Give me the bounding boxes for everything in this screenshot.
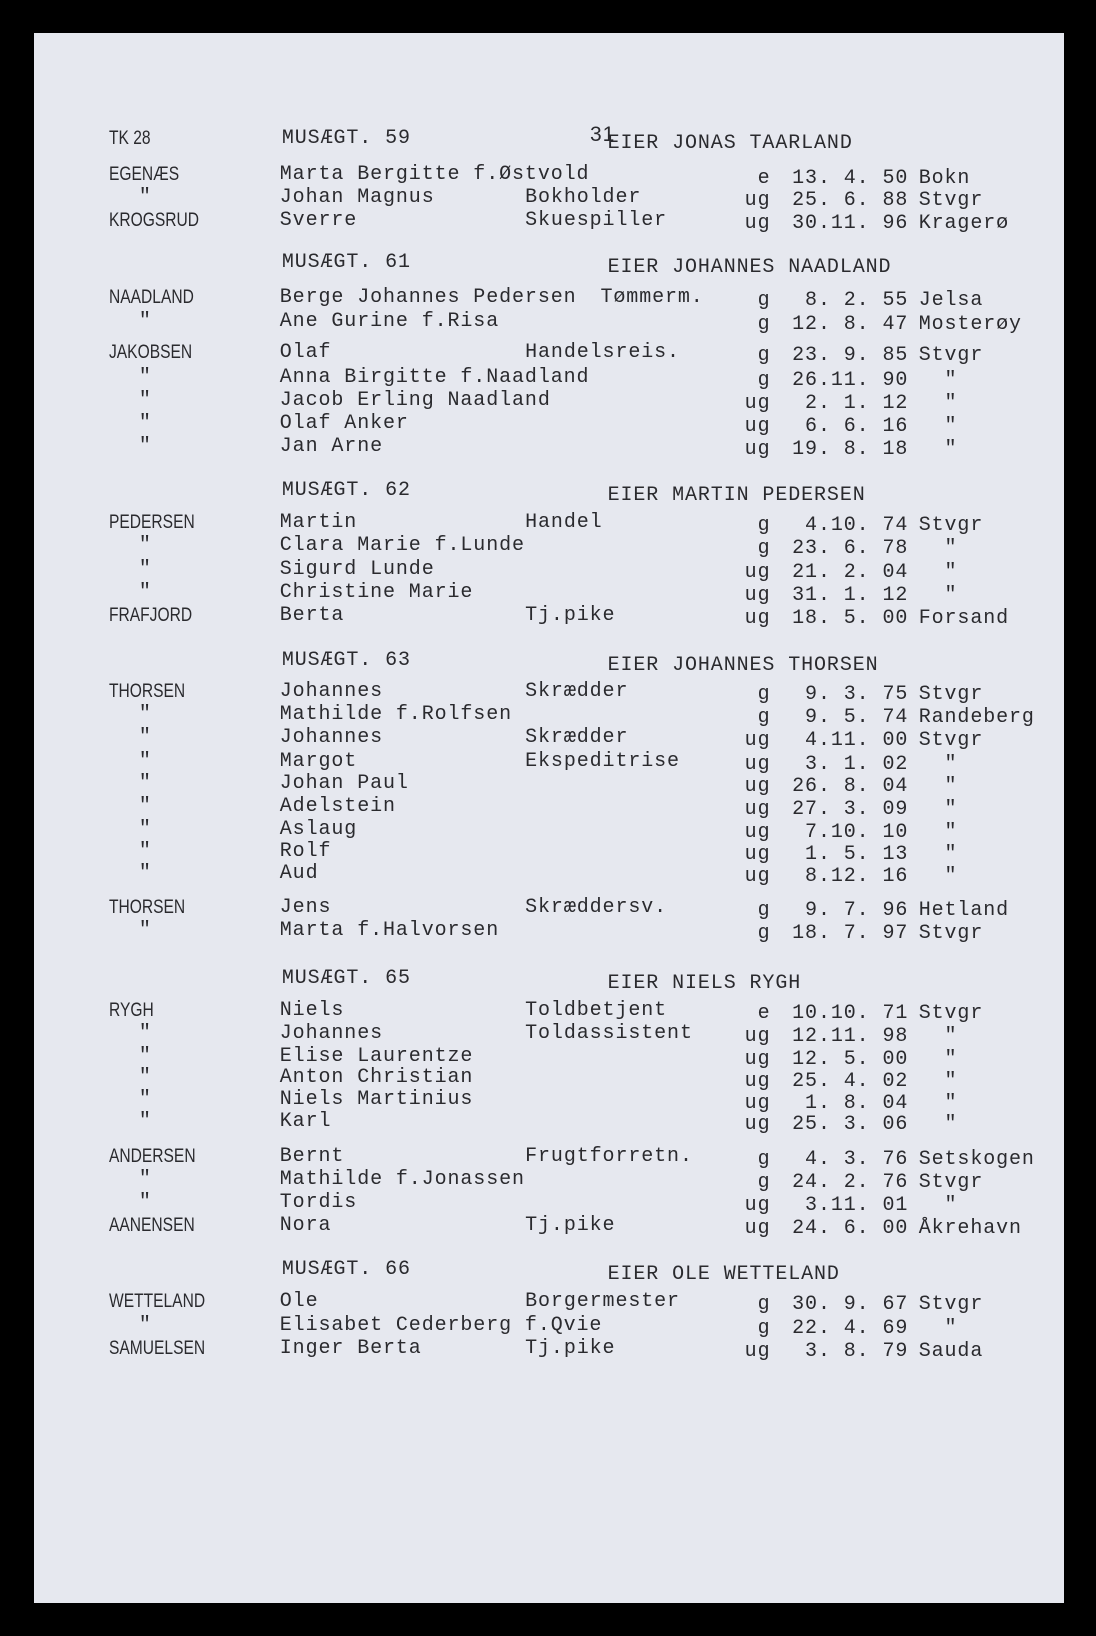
- birth-date: 23. 9. 85: [792, 344, 909, 367]
- given-name: Johannes: [279, 726, 383, 750]
- birthplace: Sauda: [918, 1339, 984, 1363]
- surname: EGENÆS: [108, 164, 179, 186]
- marital-status: g: [757, 344, 771, 367]
- given-name: Marta Bergitte f.Østvold: [279, 163, 590, 187]
- marital-status: g: [757, 1147, 771, 1171]
- given-name: Karl: [279, 1110, 332, 1134]
- birthplace: Stvgr: [918, 729, 984, 753]
- birth-date: 9. 5. 74: [792, 706, 909, 730]
- surname: ": [138, 726, 152, 750]
- birthplace: ": [918, 437, 958, 461]
- marital-status: g: [757, 922, 771, 946]
- surname: ": [138, 1313, 152, 1337]
- given-name: Martin: [279, 511, 358, 535]
- surname: ": [138, 580, 152, 604]
- given-name: Johan Magnus: [279, 186, 435, 210]
- musaegt-number: MUSÆGT. 61: [281, 251, 411, 275]
- document-page: [34, 33, 1064, 1603]
- surname: ": [138, 795, 152, 818]
- birth-date: 1. 5. 13: [792, 843, 909, 867]
- marital-status: ug: [744, 775, 771, 799]
- occupation: Bokholder: [525, 186, 642, 210]
- occupation: Tj.pike: [525, 1336, 616, 1360]
- surname: ANDERSEN: [108, 1145, 196, 1167]
- birthplace: Stvgr: [918, 1001, 984, 1025]
- marital-status: g: [757, 1170, 771, 1194]
- birthplace: Stvgr: [918, 344, 984, 367]
- page-number: 31: [590, 123, 616, 146]
- birthplace: ": [918, 414, 958, 438]
- musaegt-number: MUSÆGT. 66: [281, 1257, 411, 1281]
- given-name: Jens: [279, 896, 332, 920]
- birth-date: 12. 8. 47: [792, 312, 909, 336]
- marital-status: g: [757, 899, 771, 923]
- given-name: Sverre: [279, 209, 358, 233]
- birth-date: 25. 3. 06: [792, 1113, 909, 1137]
- birthplace: Stvgr: [918, 1293, 984, 1316]
- birth-date: 8. 2. 55: [792, 288, 909, 312]
- marital-status: ug: [744, 1069, 771, 1093]
- surname: ": [138, 365, 152, 389]
- occupation: Handelsreis.: [525, 340, 680, 364]
- birthplace: Stvgr: [918, 189, 984, 213]
- surname: THORSEN: [108, 681, 185, 703]
- birthplace: ": [918, 843, 958, 867]
- birth-date: 26.11. 90: [792, 369, 909, 393]
- given-name: Olaf Anker: [279, 411, 409, 435]
- marital-status: ug: [744, 392, 771, 416]
- owner-name: EIER JONAS TAARLAND: [607, 132, 853, 156]
- marital-status: g: [757, 514, 771, 538]
- birthplace: ": [918, 1113, 958, 1137]
- given-name: Bernt: [279, 1144, 345, 1168]
- owner-name: EIER JOHANNES THORSEN: [607, 654, 879, 678]
- surname: ": [138, 309, 152, 333]
- occupation: Toldassistent: [525, 1021, 693, 1045]
- birth-date: 25. 6. 88: [792, 189, 909, 213]
- birthplace: ": [918, 1317, 958, 1340]
- surname: FRAFJORD: [108, 604, 192, 626]
- marital-status: g: [757, 369, 771, 393]
- given-name: Johan Paul: [279, 772, 409, 796]
- birthplace: ": [918, 561, 958, 585]
- musaegt-number: MUSÆGT. 59: [281, 126, 411, 150]
- birthplace: ": [918, 1193, 958, 1217]
- birthplace: Jelsa: [918, 288, 984, 312]
- given-name: Johannes: [279, 680, 383, 704]
- given-name: Tordis: [279, 1190, 358, 1214]
- occupation: Skrædder: [525, 726, 629, 750]
- surname: KROGSRUD: [108, 210, 199, 232]
- given-name: Margot: [279, 750, 358, 774]
- occupation: Skuespiller: [525, 209, 668, 233]
- marital-status: e: [757, 1001, 771, 1025]
- birth-date: 10.10. 71: [792, 1001, 909, 1025]
- birth-date: 25. 4. 02: [792, 1069, 909, 1093]
- marital-status: g: [757, 537, 771, 561]
- owner-name: EIER MARTIN PEDERSEN: [607, 483, 866, 507]
- birth-date: 4. 3. 76: [792, 1147, 909, 1171]
- tk-label: TK 28: [109, 128, 151, 149]
- musaegt-number: MUSÆGT. 63: [281, 648, 411, 672]
- occupation: Handel: [525, 511, 603, 535]
- birth-date: 22. 4. 69: [792, 1317, 909, 1340]
- owner-name: EIER OLE WETTELAND: [607, 1262, 840, 1286]
- birth-date: 27. 3. 09: [792, 798, 909, 822]
- birthplace: ": [918, 821, 958, 845]
- given-name: Jacob Erling Naadland: [279, 388, 551, 412]
- birthplace: Åkrehavn: [918, 1216, 1022, 1240]
- birthplace: ": [918, 1091, 958, 1115]
- birth-date: 12. 5. 00: [792, 1047, 909, 1071]
- occupation: Skræddersv.: [525, 896, 668, 920]
- occupation: Skrædder: [525, 680, 629, 704]
- marital-status: ug: [744, 1193, 771, 1217]
- given-name: Ane Gurine f.Risa: [279, 309, 500, 333]
- given-name: Adelstein: [279, 795, 396, 818]
- given-name: Johannes: [279, 1021, 383, 1045]
- birthplace: ": [918, 798, 958, 822]
- surname: ": [138, 186, 152, 210]
- occupation: Ekspeditrise: [525, 750, 680, 774]
- given-name: Niels: [279, 998, 345, 1022]
- birth-date: 19. 8. 18: [792, 437, 909, 461]
- surname: ": [138, 839, 152, 863]
- birthplace: Stvgr: [918, 922, 984, 946]
- marital-status: ug: [744, 437, 771, 461]
- given-name: Berge Johannes Pedersen: [279, 285, 577, 309]
- occupation: Tj.pike: [525, 1213, 616, 1237]
- surname: ": [138, 1167, 152, 1191]
- birthplace: ": [918, 537, 958, 561]
- birth-date: 12.11. 98: [792, 1024, 909, 1048]
- occupation: Tømmerm.: [600, 285, 704, 309]
- marital-status: ug: [744, 729, 771, 753]
- surname: ": [138, 1044, 152, 1068]
- marital-status: e: [757, 166, 771, 190]
- musaegt-number: MUSÆGT. 65: [281, 967, 411, 991]
- birthplace: ": [918, 369, 958, 393]
- birth-date: 1. 8. 04: [792, 1091, 909, 1115]
- marital-status: ug: [744, 212, 771, 236]
- musaegt-number: MUSÆGT. 62: [281, 478, 411, 502]
- birth-date: 31. 1. 12: [792, 584, 909, 608]
- marital-status: ug: [744, 753, 771, 777]
- birth-date: 18. 5. 00: [792, 607, 909, 631]
- marital-status: g: [757, 706, 771, 730]
- surname: ": [138, 1021, 152, 1045]
- marital-status: ug: [744, 607, 771, 631]
- marital-status: ug: [744, 584, 771, 608]
- surname: JAKOBSEN: [108, 341, 192, 363]
- surname: RYGH: [108, 999, 154, 1021]
- given-name: Anton Christian: [279, 1066, 474, 1090]
- birthplace: ": [918, 864, 958, 888]
- birth-date: 8.12. 16: [792, 864, 909, 888]
- surname: NAADLAND: [108, 286, 194, 308]
- surname: ": [138, 817, 152, 841]
- birthplace: ": [918, 392, 958, 416]
- occupation: Borgermester: [525, 1289, 680, 1313]
- birth-date: 3.11. 01: [792, 1193, 909, 1217]
- birth-date: 24. 6. 00: [792, 1216, 909, 1240]
- birth-date: 9. 7. 96: [792, 899, 909, 923]
- marital-status: g: [757, 312, 771, 336]
- surname: ": [138, 861, 152, 885]
- given-name: Olaf: [279, 340, 332, 364]
- surname: ": [138, 1066, 152, 1090]
- marital-status: g: [757, 683, 771, 707]
- given-name: Niels Martinius: [279, 1088, 474, 1112]
- surname: WETTELAND: [108, 1290, 205, 1312]
- marital-status: ug: [744, 821, 771, 845]
- surname: AANENSEN: [108, 1214, 195, 1236]
- given-name: Berta: [279, 603, 345, 627]
- marital-status: ug: [744, 1091, 771, 1115]
- given-name: Inger Berta: [279, 1336, 422, 1360]
- birthplace: Mosterøy: [918, 312, 1022, 336]
- birth-date: 6. 6. 16: [792, 414, 909, 438]
- given-name: Nora: [279, 1213, 332, 1237]
- given-name: Mathilde f.Rolfsen: [279, 703, 513, 727]
- marital-status: ug: [744, 1047, 771, 1071]
- marital-status: ug: [744, 1024, 771, 1048]
- birthplace: Forsand: [918, 607, 1010, 631]
- occupation: Tj.pike: [525, 603, 616, 627]
- birthplace: Randeberg: [918, 706, 1035, 730]
- birth-date: 4.11. 00: [792, 729, 909, 753]
- birth-date: 7.10. 10: [792, 821, 909, 845]
- birthplace: ": [918, 775, 958, 799]
- given-name: Clara Marie f.Lunde: [279, 534, 525, 557]
- birthplace: Stvgr: [918, 1170, 984, 1194]
- birthplace: Bokn: [918, 166, 971, 190]
- birthplace: ": [918, 1047, 958, 1071]
- marital-status: ug: [744, 1339, 771, 1363]
- surname: ": [138, 1110, 152, 1134]
- occupation: Frugtforretn.: [525, 1144, 693, 1168]
- surname: ": [138, 1190, 152, 1214]
- birthplace: Stvgr: [918, 683, 984, 707]
- birth-date: 4.10. 74: [792, 514, 909, 538]
- given-name: Aud: [279, 861, 319, 885]
- surname: ": [138, 750, 152, 774]
- birth-date: 18. 7. 97: [792, 922, 909, 946]
- birthplace: Stvgr: [918, 514, 984, 538]
- marital-status: ug: [744, 561, 771, 585]
- marital-status: ug: [744, 798, 771, 822]
- birthplace: Hetland: [918, 899, 1010, 923]
- birth-date: 2. 1. 12: [792, 392, 909, 416]
- given-name: Mathilde f.Jonassen: [279, 1167, 525, 1191]
- given-name: Christine Marie: [279, 580, 474, 604]
- birth-date: 21. 2. 04: [792, 561, 909, 585]
- given-name: Marta f.Halvorsen: [279, 919, 500, 943]
- birth-date: 26. 8. 04: [792, 775, 909, 799]
- marital-status: g: [757, 1293, 771, 1316]
- surname: ": [138, 1088, 152, 1112]
- surname: THORSEN: [108, 897, 185, 919]
- marital-status: ug: [744, 414, 771, 438]
- birth-date: 24. 2. 76: [792, 1170, 909, 1194]
- birth-date: 3. 8. 79: [792, 1339, 909, 1363]
- surname: ": [138, 772, 152, 796]
- given-name: Aslaug: [279, 817, 358, 841]
- birthplace: ": [918, 584, 958, 608]
- birth-date: 13. 4. 50: [792, 166, 909, 190]
- given-name: Rolf: [279, 839, 332, 863]
- given-name: Sigurd Lunde: [279, 558, 435, 582]
- marital-status: ug: [744, 864, 771, 888]
- surname: ": [138, 388, 152, 412]
- surname: ": [138, 534, 152, 557]
- given-name: Jan Arne: [279, 434, 383, 458]
- given-name: Elise Laurentze: [279, 1044, 474, 1068]
- marital-status: g: [757, 288, 771, 312]
- birthplace: Setskogen: [918, 1147, 1035, 1171]
- birth-date: 3. 1. 02: [792, 753, 909, 777]
- birth-date: 23. 6. 78: [792, 537, 909, 561]
- birth-date: 30.11. 96: [792, 212, 909, 236]
- surname: ": [138, 703, 152, 727]
- surname: ": [138, 558, 152, 582]
- birthplace: Kragerø: [918, 212, 1010, 236]
- surname: ": [138, 919, 152, 943]
- marital-status: ug: [744, 189, 771, 213]
- marital-status: g: [757, 1317, 771, 1340]
- surname: ": [138, 411, 152, 435]
- given-name: Ole: [279, 1289, 319, 1313]
- given-name: Anna Birgitte f.Naadland: [279, 365, 590, 389]
- birth-date: 9. 3. 75: [792, 683, 909, 707]
- marital-status: ug: [744, 1113, 771, 1137]
- owner-name: EIER JOHANNES NAADLAND: [607, 256, 892, 280]
- marital-status: ug: [744, 1216, 771, 1240]
- surname: PEDERSEN: [108, 512, 195, 534]
- birthplace: ": [918, 1069, 958, 1093]
- occupation: Toldbetjent: [525, 998, 668, 1022]
- birth-date: 30. 9. 67: [792, 1293, 909, 1316]
- owner-name: EIER NIELS RYGH: [607, 972, 802, 996]
- surname: SAMUELSEN: [108, 1337, 205, 1359]
- marital-status: ug: [744, 843, 771, 867]
- birthplace: ": [918, 753, 958, 777]
- birthplace: ": [918, 1024, 958, 1048]
- surname: ": [138, 434, 152, 458]
- given-name: Elisabet Cederberg f.Qvie: [279, 1313, 603, 1337]
